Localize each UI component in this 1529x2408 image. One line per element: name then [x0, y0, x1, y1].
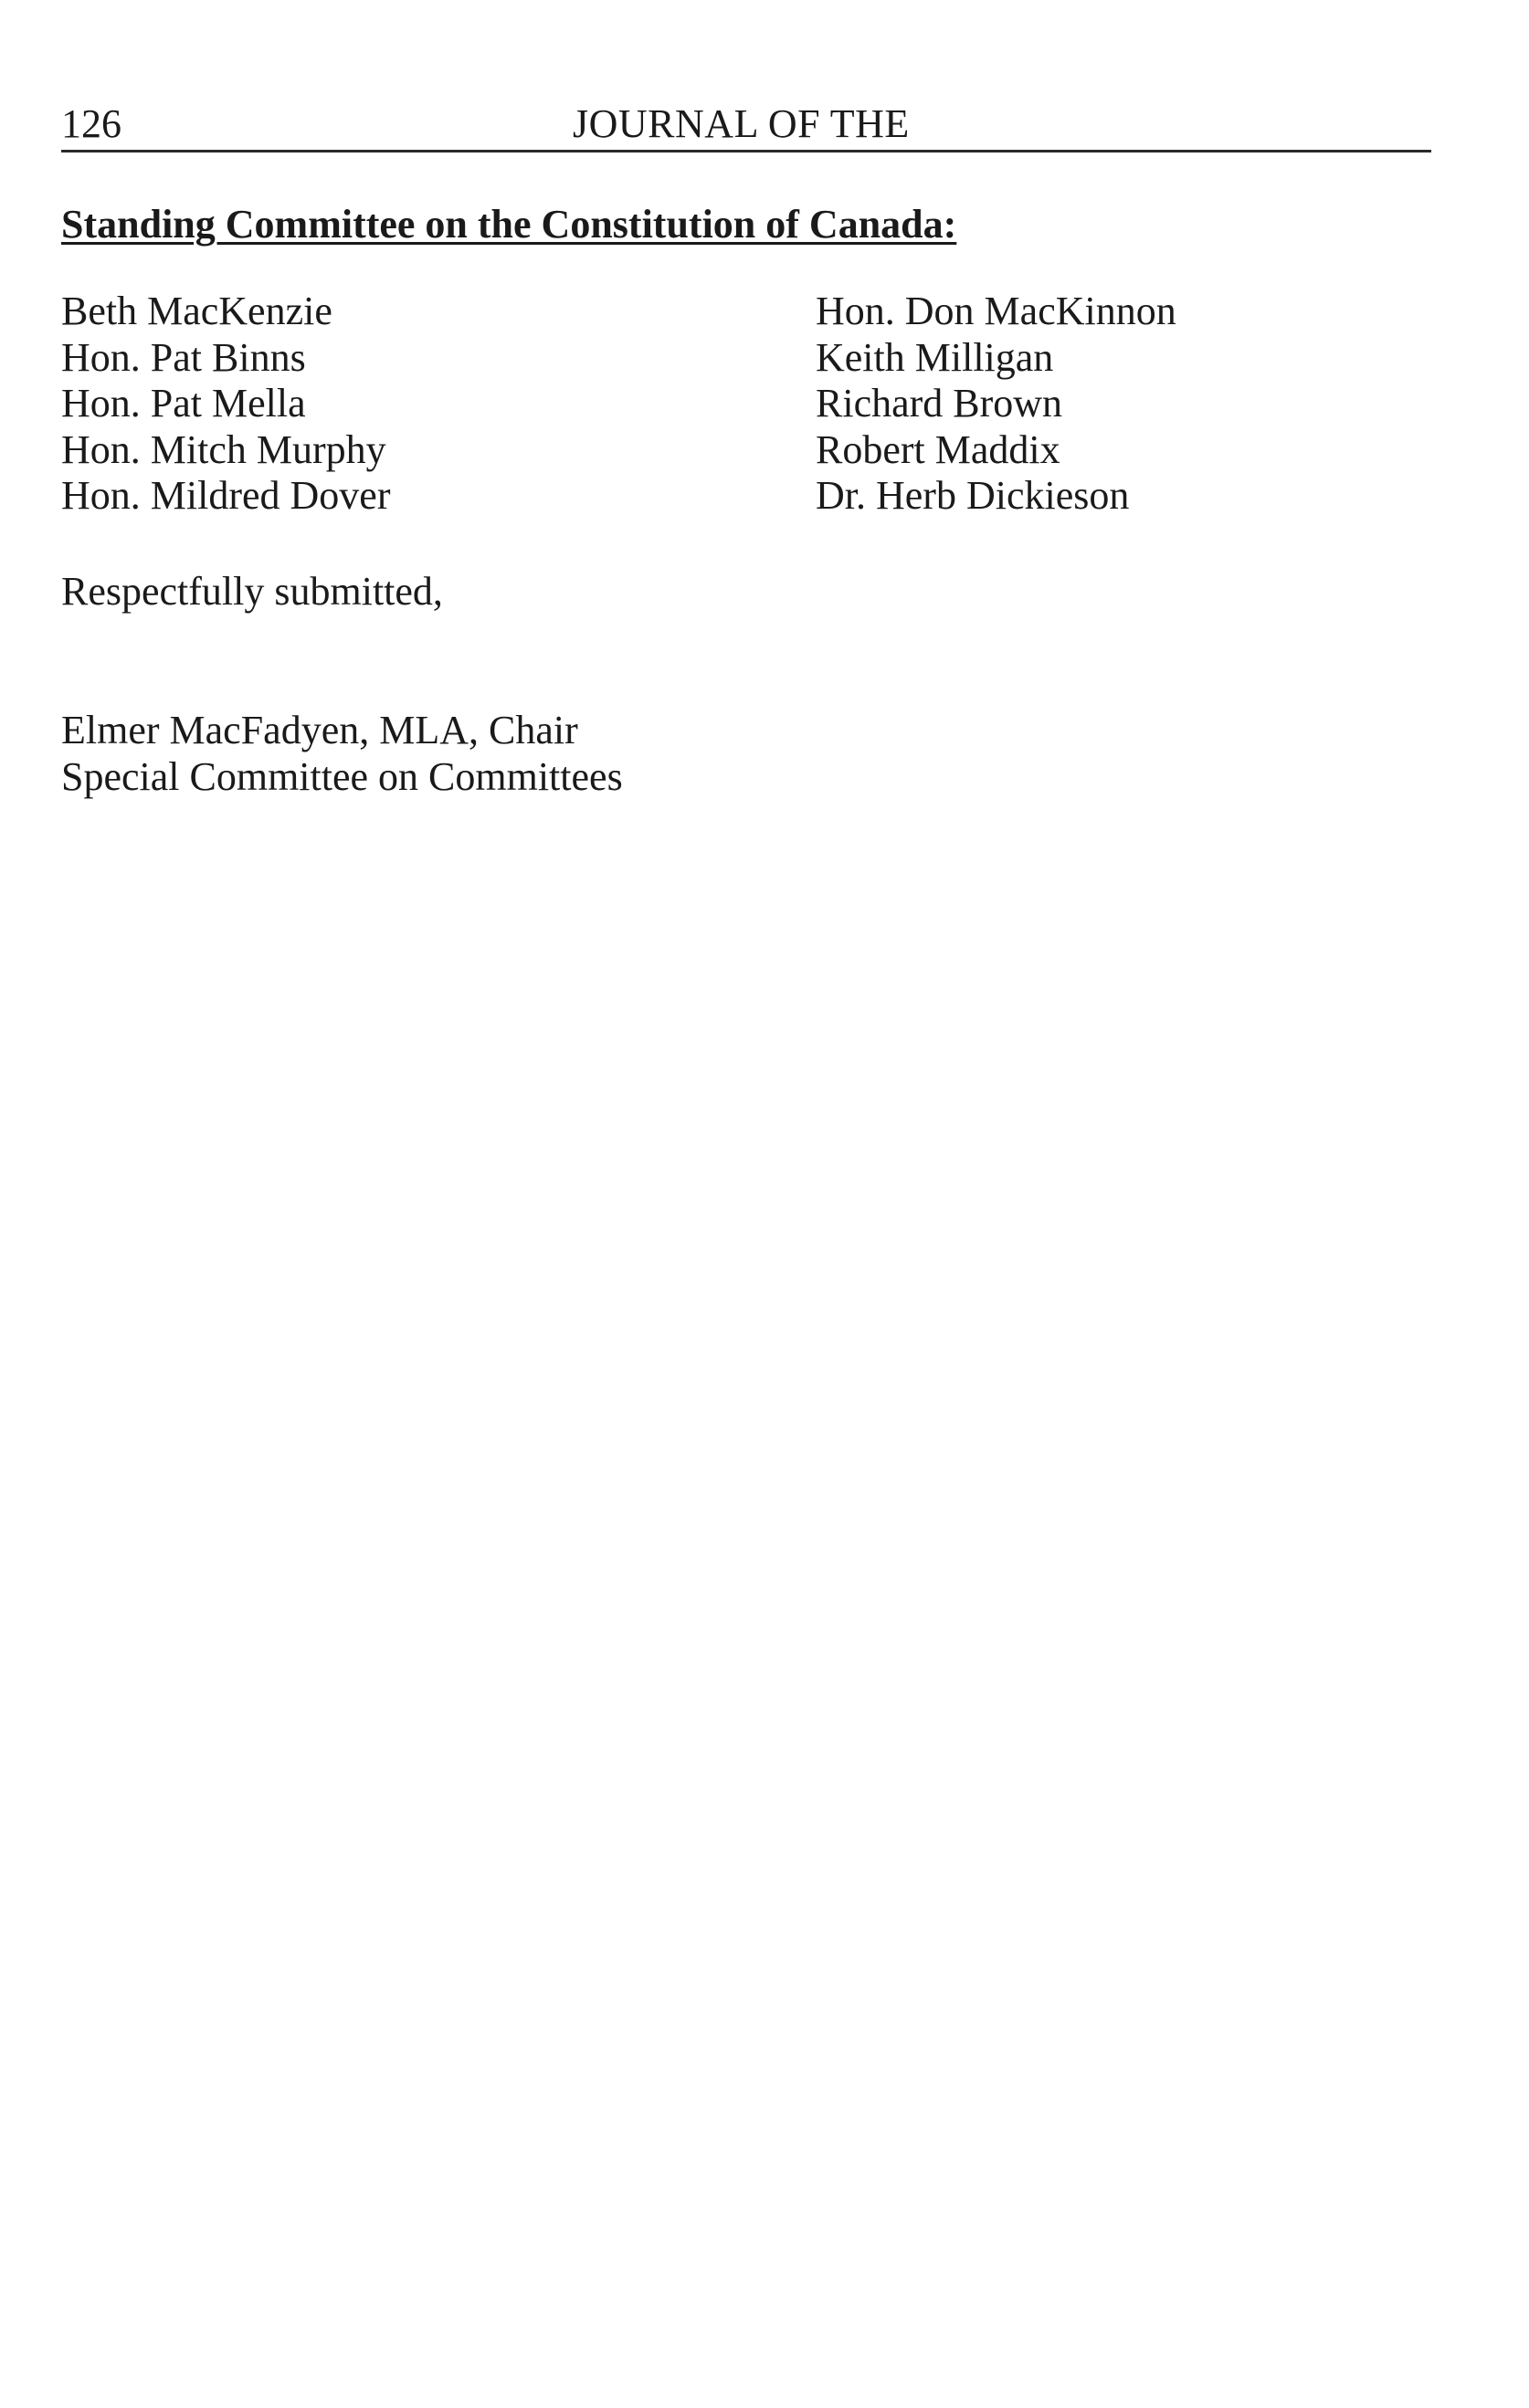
signatory-name: Elmer MacFadyen, MLA, Chair	[61, 708, 578, 752]
member-list-right	[816, 289, 1176, 520]
member-name: Hon. Don MacKinnon	[816, 289, 1176, 333]
page-number: 126	[61, 101, 121, 146]
member-name: Hon. Mitch Murphy	[61, 426, 386, 472]
running-header	[61, 99, 1431, 152]
member-name: Hon. Pat Binns	[61, 334, 306, 380]
journal-title: JOURNAL OF THE	[573, 101, 910, 146]
member-name: Dr. Herb Dickieson	[816, 473, 1130, 518]
member-name: Robert Maddix	[816, 426, 1060, 472]
section-heading: Standing Committee on the Constitution of Canada:	[61, 202, 957, 247]
member-name: Hon. Pat Mella	[61, 381, 306, 426]
closing-text: Respectfully submitted,	[61, 569, 443, 614]
signatory-committee: Special Committee on Committees	[61, 753, 623, 799]
member-name: Beth MacKenzie	[61, 289, 332, 333]
member-name: Richard Brown	[816, 381, 1063, 426]
member-list-left	[61, 289, 391, 520]
member-name: Hon. Mildred Dover	[61, 473, 391, 518]
member-name: Keith Milligan	[816, 334, 1054, 380]
signature-block	[61, 708, 623, 800]
